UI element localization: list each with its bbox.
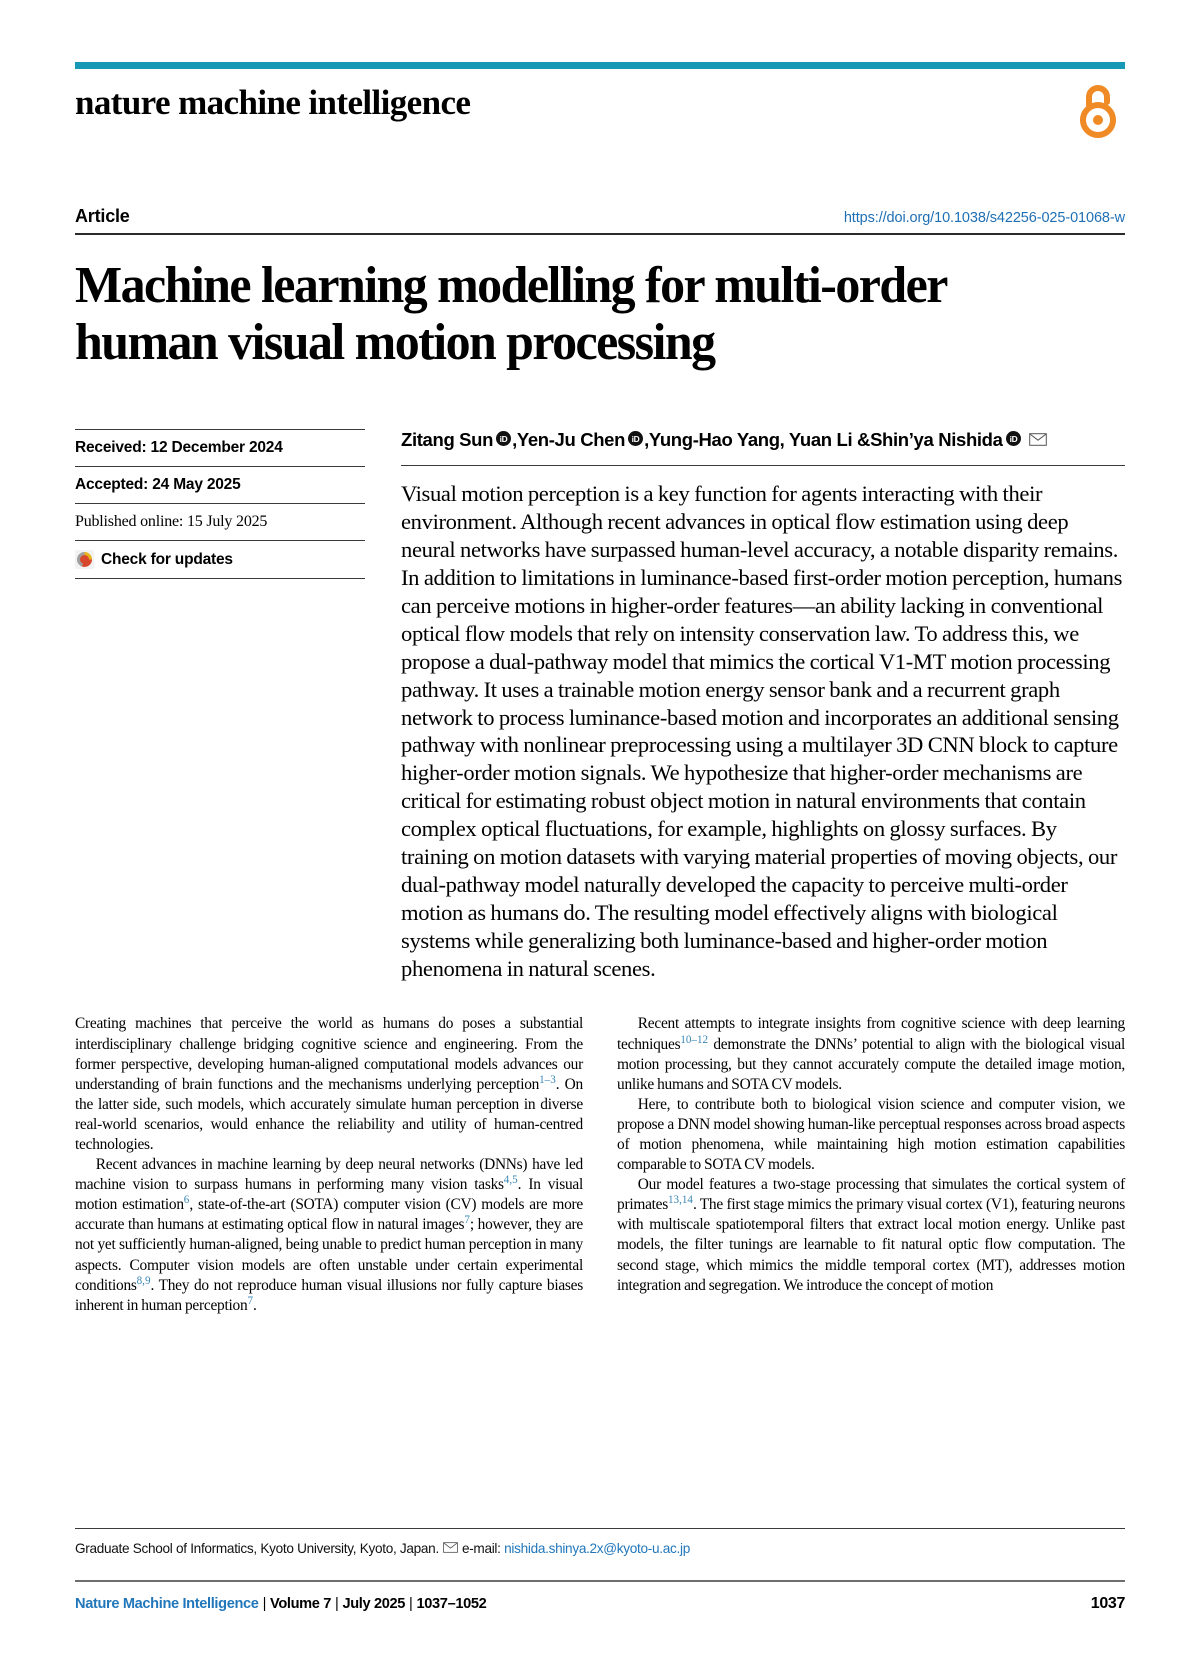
reference-marker[interactable]: 7 [247, 1294, 253, 1307]
footer-page-range: 1037–1052 [416, 1596, 487, 1612]
text-run: Recent attempts to integrate insights from cognitive science with deep learning techniques [617, 1015, 1125, 1053]
text-run: . On the latter side, such models, which accurately simulate human perception in diverse real-world scenarios, would enhance the reliability and utility of human-centred technologies. [75, 1075, 583, 1153]
open-access-icon [1075, 81, 1121, 144]
orcid-icon[interactable] [496, 429, 511, 451]
paragraph-intro-1 [75, 1014, 583, 1155]
abstract-text: Visual motion perception is a key function for agents interacting with their environment. Although recent advances in optical flow estimation using deep neural networks have surpassed human-level accuracy, a notable disparity remains. In addition to limitations in luminance-based first-order motion perception, humans can perceive motions in higher-order features—an ability lacking in conventional optical flow models that rely on intensity conservation law. To address this, we propose a dual-pathway model that mimics the cortical V1-MT motion processing pathway. It uses a trainable motion energy sensor bank and a recurrent graph network to process luminance-based motion and incorporates an additional sensing pathway with nonlinear preprocessing using a multilayer 3D CNN block to capture higher-order motion signals. We hypothesize that higher-order mechanisms are critical for estimating robust object motion in natural environments that contain complex optical fluctuations, for example, highlights on glossy surfaces. By training on motion datasets with varying material properties of moving objects, our dual-pathway model naturally developed the capacity to perceive multi-order motion as humans do. The resulting model effectively aligns with biological systems while generalizing both luminance-based and higher-order motion phenomena in natural scenes. [401, 465, 1125, 982]
article-page [0, 62, 1200, 1655]
author-name-1[interactable]: Zitang Sun [401, 429, 494, 451]
body-column-right [617, 1014, 1125, 1315]
meta-abstract-section [75, 429, 1125, 982]
body-column-left [75, 1014, 583, 1315]
footer-separator: | [262, 1596, 267, 1612]
masthead [75, 69, 1125, 144]
text-run: Creating machines that perceive the world as humans do poses a substantial interdisciplinary challenge bridging cognitive science and engineering. From the former perspective, developing human-aligned computational models advances our understanding of brain functions and the mechanisms underlying perception [75, 1015, 583, 1093]
doi-link[interactable]: https://doi.org/10.1038/s42256-025-01068-w [843, 210, 1125, 226]
svg-text:iD: iD [631, 434, 640, 445]
reference-marker[interactable]: 6 [183, 1194, 190, 1207]
author-name-5[interactable]: Shin’ya Nishida [870, 429, 1003, 451]
header-divider [75, 233, 1125, 235]
email-envelope-icon [443, 1541, 458, 1556]
footer-journal-name[interactable]: Nature Machine Intelligence [75, 1596, 259, 1612]
affiliation-text: Graduate School of Informatics, Kyoto University, Kyoto, Japan. [75, 1541, 439, 1556]
accepted-date: Accepted: 24 May 2025 [75, 466, 365, 503]
article-type-label: Article [75, 206, 130, 226]
abstract-column [395, 429, 1125, 982]
reference-marker[interactable]: 13,14 [668, 1194, 693, 1207]
masthead-accent-rule [75, 62, 1125, 69]
body-columns [75, 1014, 1125, 1315]
crossmark-icon [75, 550, 94, 569]
paragraph-intro-4: Here, to contribute both to biological vision science and computer vision, we propose a DNN model showing human-like perceptual responses across broad aspects of motion phenomena, while maintaining high motion estimation capabilities comparable to SOTA CV models. [617, 1095, 1125, 1174]
article-type-row [75, 206, 1125, 227]
text-run: . They do not reproduce human visual illusions nor fully capture biases inherent in human perception [75, 1276, 583, 1314]
reference-marker[interactable]: 1–3 [539, 1073, 556, 1086]
svg-text:iD: iD [499, 434, 508, 445]
check-for-updates-button[interactable] [75, 540, 365, 579]
author-separator-2: , [644, 429, 649, 451]
published-date: Published online: 15 July 2025 [75, 503, 365, 540]
footer-separator: | [335, 1596, 339, 1612]
paragraph-intro-2 [75, 1155, 583, 1316]
footer-citation [75, 1596, 486, 1612]
page-footer [75, 1580, 1125, 1613]
reference-marker[interactable]: 7 [464, 1214, 470, 1227]
reference-marker[interactable]: 4,5 [503, 1174, 518, 1187]
author-list [401, 429, 1125, 465]
publication-dates-column [75, 429, 395, 982]
text-run: . [252, 1296, 257, 1314]
text-run: demonstrate the DNNs’ potential to align with the biological visual motion processing, but they cannot accurately compute the detailed image motion, unlike humans and SOTA CV models. [617, 1035, 1125, 1093]
page-number: 1037 [1090, 1595, 1125, 1612]
text-run: . The first stage mimics the primary visual cortex (V1), featuring neurons with multiscale spatiotemporal filters that extract local motion energy. Unlike past models, the filter tunings are learnable to fit natural optic flow computation. The second stage, which mimics the middle temporal cortex (MT), addresses motion integration and segregation. We introduce the concept of motion [617, 1196, 1125, 1294]
received-date: Received: 12 December 2024 [75, 429, 365, 466]
author-name-2[interactable]: Yen-Ju Chen [516, 429, 626, 451]
orcid-icon[interactable] [1006, 429, 1021, 451]
text-run: ; however, they are not yet sufficiently human-aligned, being unable to predict human perception in many aspects. Computer vision models are often unstable under certain experimental conditions [75, 1216, 583, 1294]
footer-separator: | [409, 1596, 413, 1612]
footer-date: July 2025 [342, 1596, 406, 1612]
orcid-icon[interactable] [628, 429, 643, 451]
text-run: Our model features a two-stage processing that simulates the cortical system of primates [617, 1176, 1125, 1214]
author-names-3-4: Yung-Hao Yang, Yuan Li & [648, 429, 871, 451]
reference-marker[interactable]: 8,9 [136, 1274, 151, 1287]
author-separator-1: , [512, 429, 517, 451]
text-run: Recent advances in machine learning by deep neural networks (DNNs) have led machine vision to surpass humans in performing many vision tasks [75, 1156, 583, 1194]
footer-volume: Volume 7 [270, 1596, 332, 1612]
text-run: , state-of-the-art (SOTA) computer vision (CV) models are more accurate than humans at estimating optical flow in natural images [75, 1196, 583, 1234]
reference-marker[interactable]: 10–12 [680, 1033, 709, 1046]
affiliation-footnote [75, 1528, 1125, 1556]
check-for-updates-label: Check for updates [101, 550, 233, 568]
paragraph-intro-3 [617, 1014, 1125, 1094]
paragraph-intro-5 [617, 1175, 1125, 1296]
journal-logo: nature machine intelligence [75, 83, 471, 122]
corresponding-email-link[interactable]: nishida.shinya.2x@kyoto-u.ac.jp [504, 1541, 690, 1556]
svg-text:iD: iD [1009, 434, 1017, 445]
text-run: . In visual motion estimation [75, 1176, 583, 1214]
email-label: e-mail: [461, 1541, 501, 1556]
page-title: Machine learning modelling for multi-order human visual motion processing [75, 257, 946, 372]
corresponding-author-envelope-icon[interactable] [1029, 429, 1047, 451]
